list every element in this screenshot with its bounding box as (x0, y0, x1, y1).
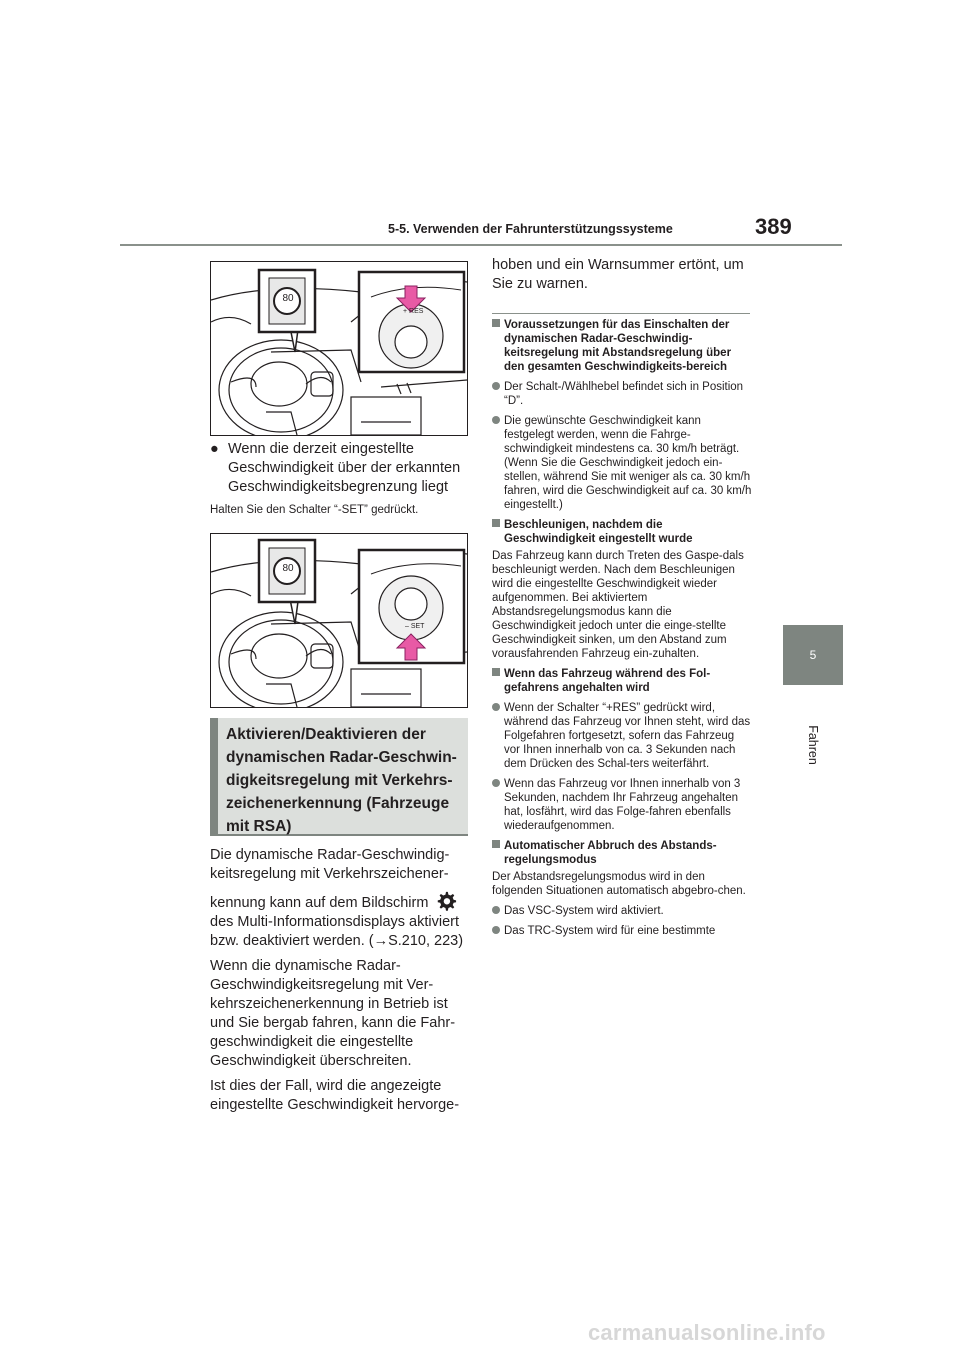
note-heading-conditions: Voraussetzungen für das Einschalten der dynamischen Radar-Geschwindig-keitsregelung mit Abstandsregelung über den gesamten Geschwindigkeits-bereich (492, 318, 752, 374)
note-text: Das Fahrzeug kann durch Treten des Gaspe-dals beschleunigt werden. Nach dem Beschleunigen wird die eingestellte Geschwindigkeit wieder aufgenommen. Bei aktiviertem Abstandsregelungsmodus kann die Geschwindigkeit jedoch unter die einge-stellte Geschwindigkeit sinken, um den Abstand zum vorausfahrenden Fahrzeug ein-zuhalten. (492, 550, 744, 660)
gear-icon (435, 890, 457, 912)
note-text: (Wenn Sie die Geschwindigkeit jedoch ein-stellen, während Sie mit weniger als ca. 30 km/h fahren, wird die Geschwindigkeit auf ca. 30 km/h eingestellt.) (504, 457, 752, 511)
note-bullet: Wenn das Fahrzeug vor Ihnen innerhalb von 3 Sekunden, nachdem Ihr Fahrzeug angehalten hat, losfährt, wird das Folge-fahren ebenfalls wiederaufgenommen. (492, 777, 752, 833)
page-number: 389 (755, 214, 792, 239)
footer-watermark: carmanualsonline.info (588, 1320, 826, 1345)
paragraph-warning: Ist dies der Fall, wird die angezeigte eingestellte Geschwindigkeit hervorge- (210, 1078, 460, 1113)
section-heading-box: Aktivieren/Deaktivieren der dynamischen Radar-Geschwin- digkeitsregelung mit Verkehrs- zeichenerkennung (Fahrzeuge mit RSA) (210, 718, 468, 836)
note-bullet: Das TRC-System wird für eine bestimmte (492, 924, 752, 938)
paragraph-activation: Die dynamische Radar-Geschwindig- keitsregelung mit Verkehrszeichener- kennung kann auf dem Bildschirm des Multi-Informationsdisplays aktiviert bzw. deaktiviert werden. (→S.210, 223) Wenn die dynamische Radar- Geschwindigkeitsregelung mit Ver- kehrszeichenerkennung in Betrieb ist und Sie bergab fahren, kann die Fahr- geschwindigkeit die eingestellte Geschwindigkeit überschreiten. Ist dies der Fall, wird die angezeigte eingestellte Geschwindigkeit hervorge- (210, 846, 470, 1115)
paragraph-continuation: hoben und ein Warnsummer ertönt, um Sie zu warnen. (492, 257, 744, 292)
bullet-speed-above-limit: ● Wenn die derzeit eingestellte Geschwindigkeit über der erkannten Geschwindigkeitsbegrenzung liegt (210, 441, 461, 495)
illustration-set-switch (210, 533, 468, 708)
note-heading-accelerate: Beschleunigen, nachdem die Geschwindigkeit eingestellt wurde (492, 518, 752, 546)
steering-wheel-set-drawing (211, 534, 467, 707)
chapter-number: 5 (809, 648, 817, 662)
note-bullet: Wenn der Schalter “+RES” gedrückt wird, während das Fahrzeug vor Ihnen steht, wird das Folgefahren fortgesetzt, sofern das Fahrzeug vor Ihnen innerhalb von ca. 3 Sekunden nach dem Drücken des Schal-ters weiterfährt. (492, 701, 752, 771)
note-heading-stopped: Wenn das Fahrzeug während des Fol-gefahrens angehalten wird (492, 667, 752, 695)
note-text: Der Abstandsregelungsmodus wird in den folgenden Situationen automatisch abgebro-chen. (492, 871, 746, 897)
section-divider (492, 313, 750, 314)
note-bullet: Die gewünschte Geschwindigkeit kann festgelegt werden, wenn die Fahrge-schwindigkeit mindestens ca. 30 km/h beträgt. (492, 414, 752, 456)
paragraph-downhill: Wenn die dynamische Radar- Geschwindigkeitsregelung mit Ver- kehrszeichenerkennung in Betrieb ist und Sie bergab fahren, kann die Fahr- geschwindigkeit die eingestellte Geschwindigkeit überschreiten. (210, 958, 456, 1069)
note-heading-cancel: Automatischer Abbruch des Abstands-regelungsmodus (492, 839, 752, 867)
speed-sign-value: 80 (282, 293, 294, 304)
section-header-title: 5-5. Verwenden der Fahrunterstützungssysteme (388, 222, 673, 236)
right-notes (492, 318, 752, 938)
header-rule (120, 244, 842, 246)
note-bullet: Das VSC-System wird aktiviert. (492, 904, 752, 918)
bullet-dot-icon: ● (210, 441, 219, 457)
res-button-label: + RES (403, 308, 424, 315)
steering-wheel-res-drawing (211, 262, 467, 435)
chapter-label: Fahren (805, 725, 820, 765)
note-bullet: Der Schalt-/Wählhebel befindet sich in Position “D”. (492, 380, 752, 408)
bullet-note: Halten Sie den Schalter “-SET” gedrückt. (210, 504, 419, 516)
speed-sign-value: 80 (282, 563, 294, 574)
illustration-res-switch (210, 261, 468, 436)
set-button-label: – SET (405, 623, 425, 630)
chapter-tab[interactable] (783, 625, 843, 685)
